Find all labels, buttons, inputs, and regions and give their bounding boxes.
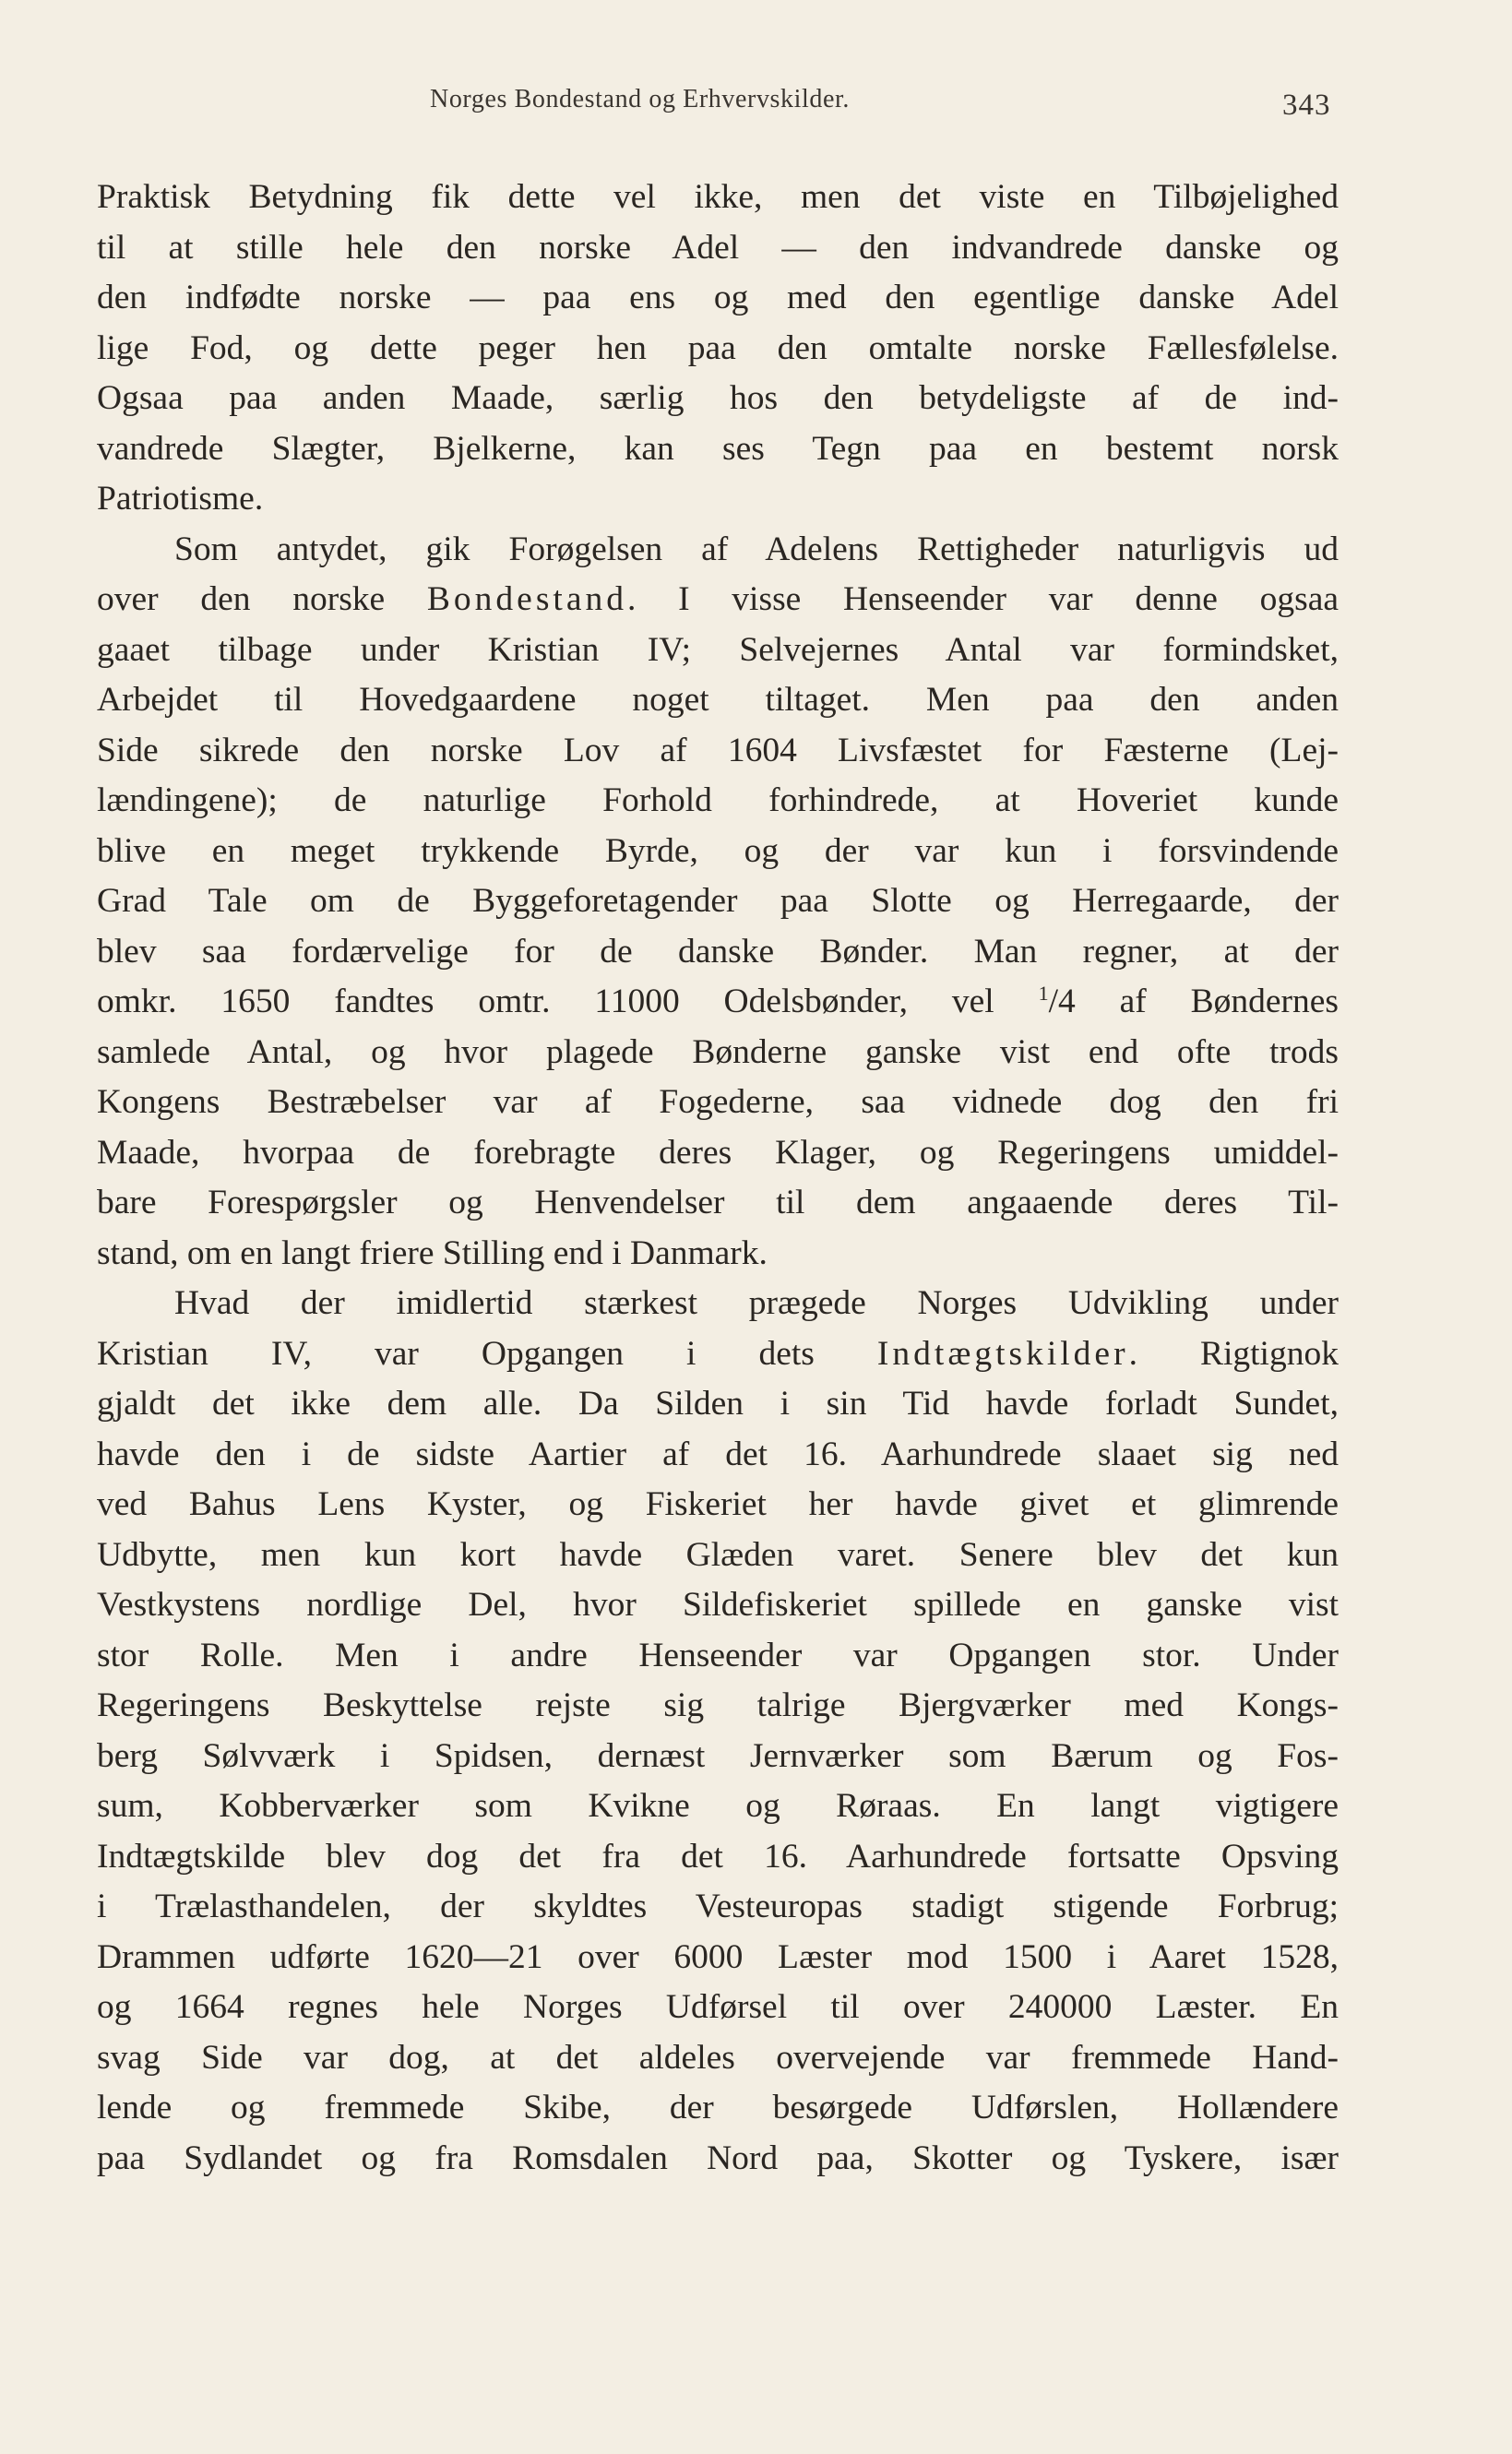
text-line xyxy=(97,977,1339,1028)
text-line: stor Rolle. Men i andre Henseender var Opgangen stor. Under xyxy=(97,1636,1339,1674)
text-line: Regeringens Beskyttelse rejste sig talrige Bjergværker med Kongs- xyxy=(97,1686,1339,1724)
text-line xyxy=(97,575,1339,625)
text-line: Drammen udførte 1620—21 over 6000 Læster mod 1500 i Aaret 1528, xyxy=(97,1937,1339,1976)
text-line: Indtægtskilde blev dog det fra det 16. Aarhundrede fortsatte Opsving xyxy=(97,1837,1339,1876)
text-line: Kongens Bestræbelser var af Fogederne, saa vidnede dog den fri xyxy=(97,1083,1339,1121)
text-line: lige Fod, og dette peger hen paa den omtalte norske Fællesfølelse. xyxy=(97,328,1339,367)
text-line: og 1664 regnes hele Norges Udførsel til over 240000 Læster. En xyxy=(97,1988,1339,2026)
text-line: den indfødte norske — paa ens og med den egentlige danske Adel xyxy=(97,279,1339,316)
text-line: Patriotisme. xyxy=(97,480,264,518)
text-line: Maade, hvorpaa de forebragte deres Klager, og Regeringens umiddel- xyxy=(97,1133,1339,1172)
text-line: lændingene); de naturlige Forhold forhindrede, at Hoveriet kunde xyxy=(97,781,1339,819)
text-line: blev saa fordærvelige for de danske Bønder. Man regner, at der xyxy=(97,932,1339,971)
text-line: Arbejdet til Hovedgaardene noget tiltaget. Men paa den anden xyxy=(97,681,1339,719)
text-line: Side sikrede den norske Lov af 1604 Livsfæstet for Fæsterne (Lej- xyxy=(97,731,1339,769)
text-line: lende og fremmede Skibe, der besørgede Udførslen, Hollændere xyxy=(97,2089,1339,2126)
running-head: Norges Bondestand og Erhvervskilder. xyxy=(430,85,851,113)
text-line: vandrede Slægter, Bjelkerne, kan ses Tegn paa en bestemt norsk xyxy=(97,429,1339,468)
text-line: paa Sydlandet og fra Romsdalen Nord paa, Skotter og Tyskere, især xyxy=(97,2138,1339,2177)
text-line: stand, om en langt friere Stilling end i Danmark. xyxy=(97,1233,768,1272)
text-line: til at stille hele den norske Adel — den indvandrede danske og xyxy=(97,228,1339,267)
text-run: . I visse Henseender var denne ogsaa xyxy=(627,580,1339,618)
page-number: 343 xyxy=(1282,89,1331,122)
text-line: samlede Antal, og hvor plagede Bønderne ganske vist end ofte trods xyxy=(97,1032,1339,1071)
text-line: svag Side var dog, at det aldeles overvejende var fremmede Hand- xyxy=(97,2038,1339,2077)
emphasized-term: Indtægtskilder xyxy=(876,1334,1129,1373)
text-line: berg Sølvværk i Spidsen, dernæst Jernværker som Bærum og Fos- xyxy=(97,1736,1339,1775)
text-line: Udbytte, men kun kort havde Glæden varet. Senere blev det kun xyxy=(97,1535,1339,1574)
text-line xyxy=(97,1329,1339,1380)
text-run: omkr. 1650 fandtes omtr. 11000 Odelsbønder, vel xyxy=(97,983,1039,1020)
paragraph-start-line: Som antydet, gik Forøgelsen af Adelens Rettigheder naturligvis ud xyxy=(174,530,1339,568)
text-line: i Trælasthandelen, der skyldtes Vesteuropas stadigt stigende Forbrug; xyxy=(97,1888,1339,1925)
fraction-numerator: 1 xyxy=(1038,982,1049,1005)
text-line: bare Forespørgsler og Henvendelser til dem angaaende deres Til- xyxy=(97,1184,1339,1221)
text-line: sum, Kobberværker som Kvikne og Røraas. En langt vigtigere xyxy=(97,1787,1339,1825)
paragraph-start-line: Hvad der imidlertid stærkest prægede Norges Udvikling under xyxy=(174,1284,1339,1322)
text-line: Vestkystens nordlige Del, hvor Sildefiskeriet spillede en ganske vist xyxy=(97,1586,1339,1624)
text-line: gjaldt det ikke dem alle. Da Silden i sin Tid havde forladt Sundet, xyxy=(97,1385,1339,1423)
text-run: . Rigtignok xyxy=(1128,1334,1339,1373)
text-line: gaaet tilbage under Kristian IV; Selvejernes Antal var formindsket, xyxy=(97,630,1339,669)
text-line: blive en meget trykkende Byrde, og der var kun i forsvindende xyxy=(97,831,1339,870)
text-line: Grad Tale om de Byggeforetagender paa Slotte og Herregaarde, der xyxy=(97,882,1339,920)
text-run: over den norske xyxy=(97,580,427,618)
text-line: havde den i de sidste Aartier af det 16. Aarhundrede slaaet sig ned xyxy=(97,1435,1339,1473)
text-run: Kristian IV, var Opgangen i dets xyxy=(97,1334,877,1373)
fraction-denominator: /4 xyxy=(1048,983,1076,1020)
body-text xyxy=(97,173,1339,2184)
text-line: Praktisk Betydning fik dette vel ikke, men det viste en Tilbøjelighed xyxy=(97,178,1339,216)
emphasized-term: Bondestand xyxy=(426,580,627,618)
text-run: af Bøndernes xyxy=(1075,983,1339,1020)
text-line: ved Bahus Lens Kyster, og Fiskeriet her havde givet et glimrende xyxy=(97,1485,1339,1523)
text-line: Ogsaa paa anden Maade, særlig hos den betydeligste af de ind- xyxy=(97,379,1339,417)
